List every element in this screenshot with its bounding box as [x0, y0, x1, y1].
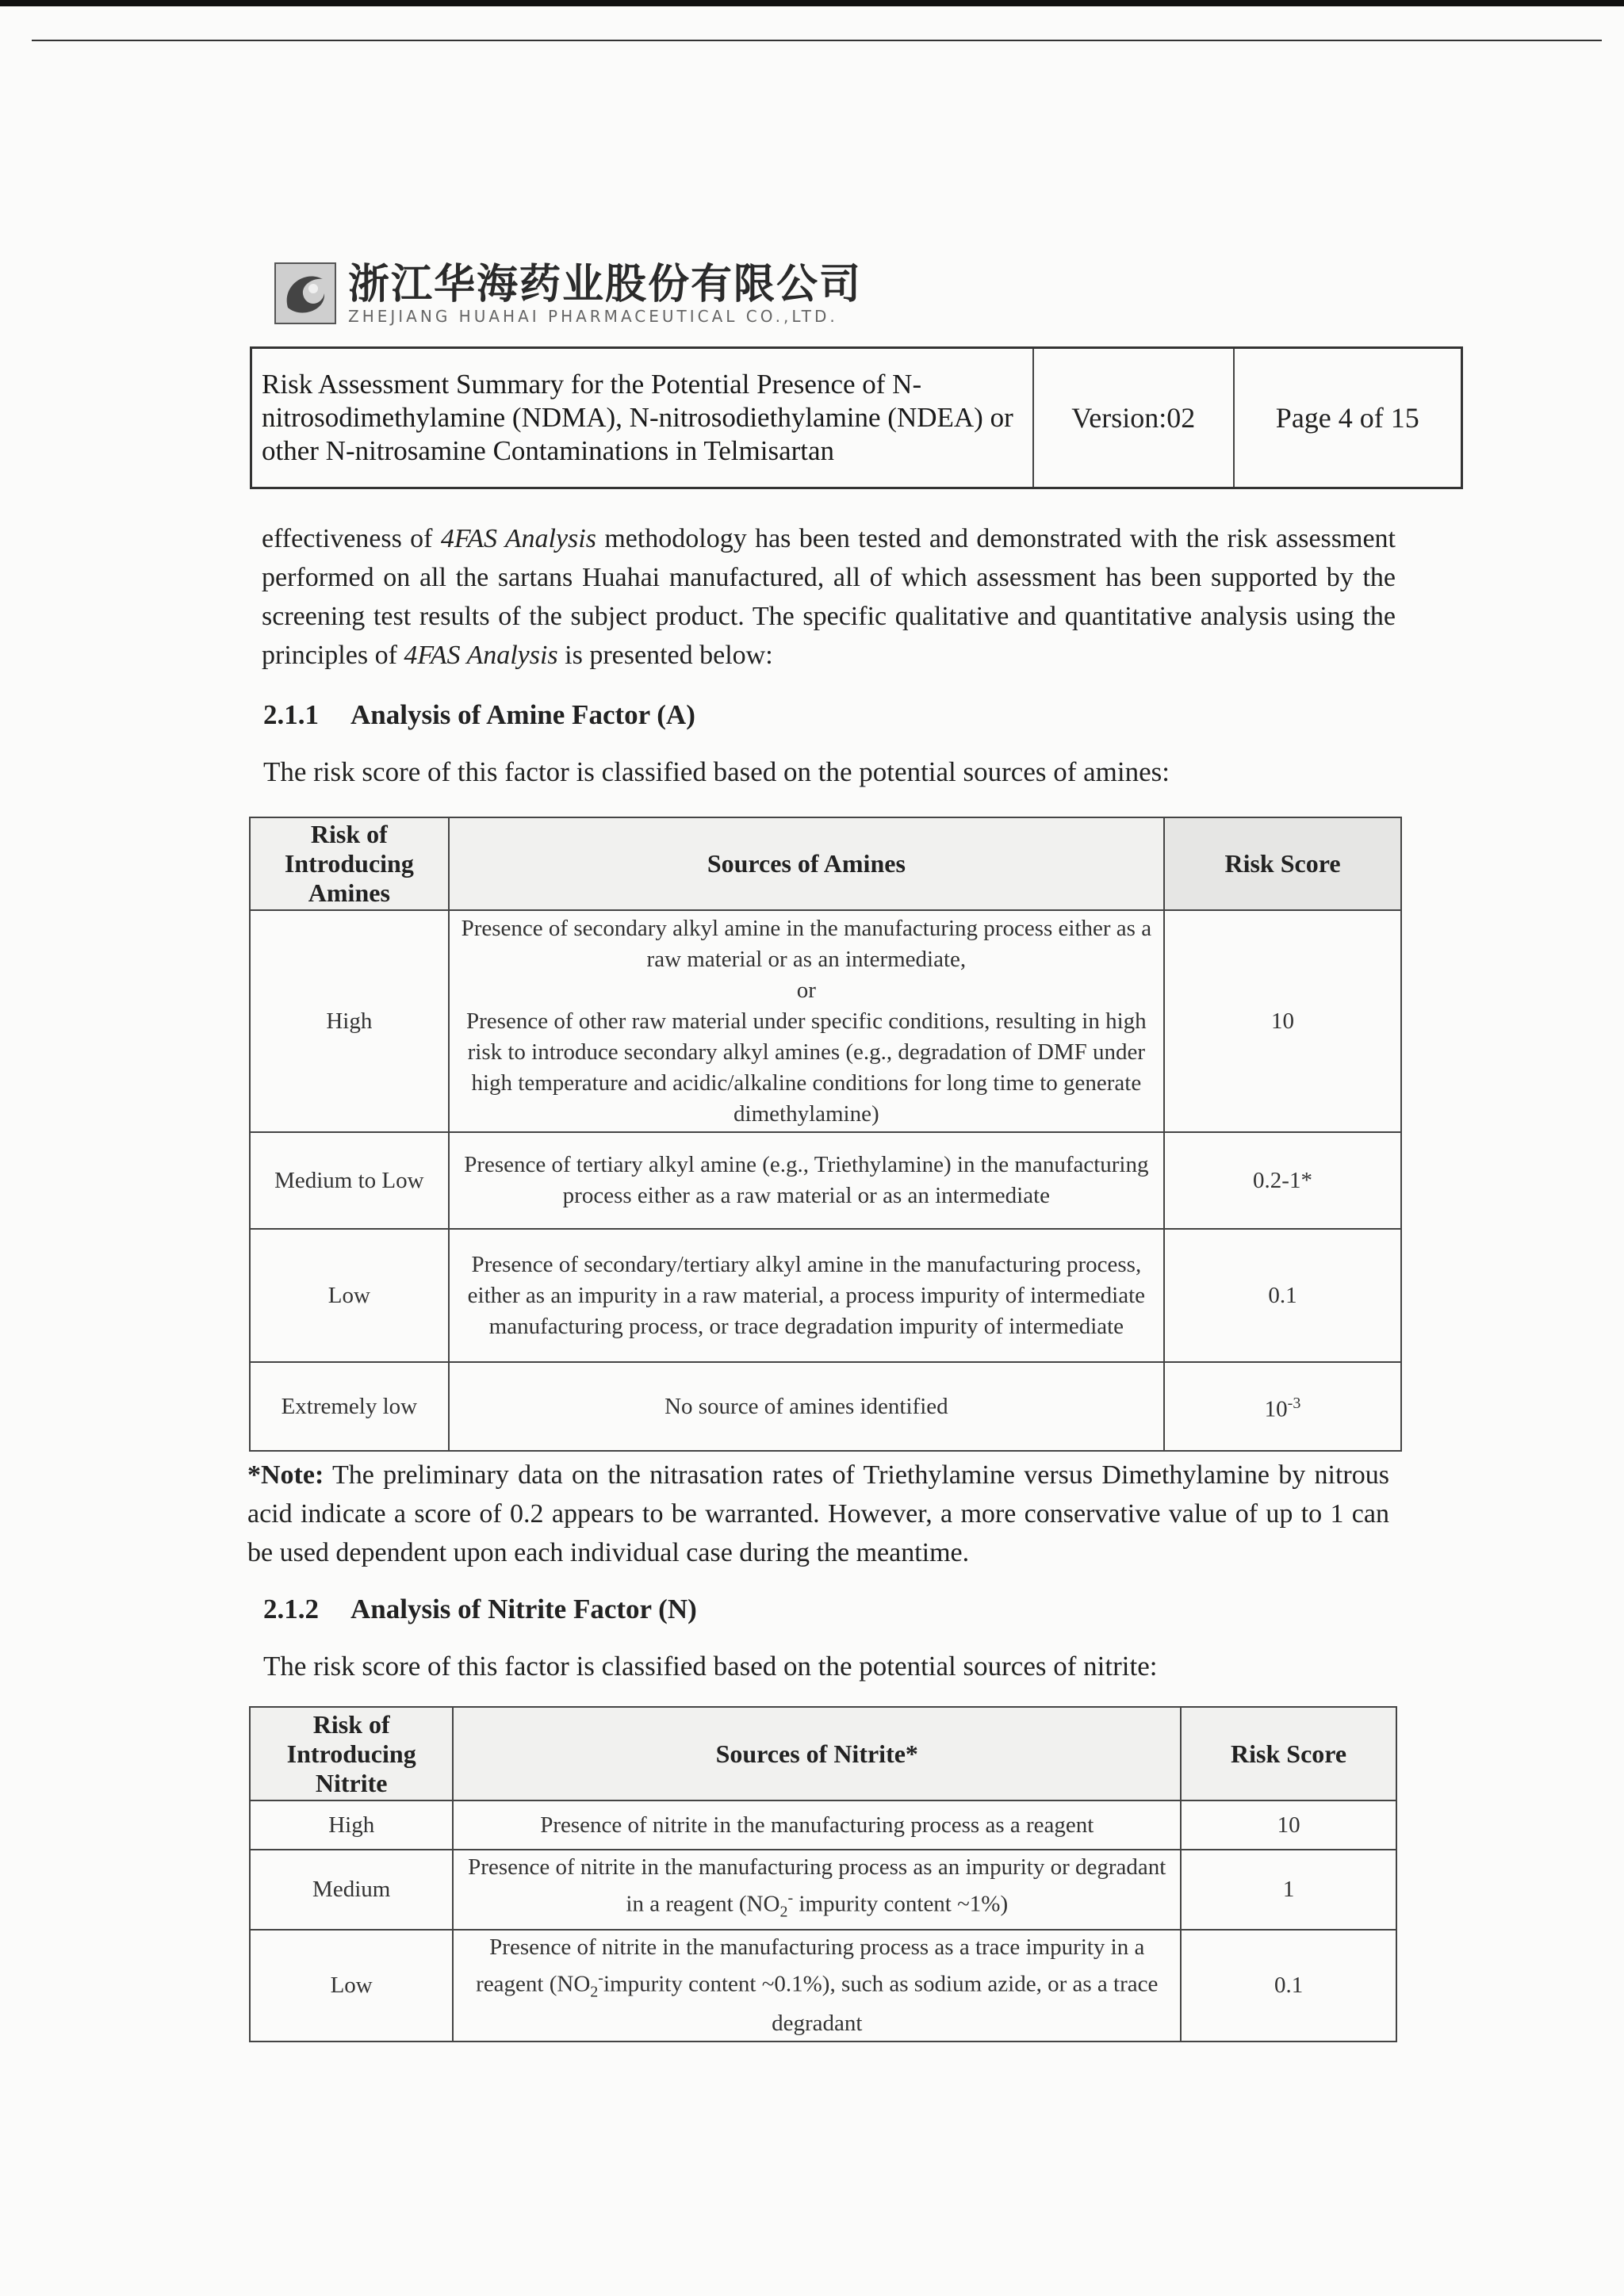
amine-risk-table [249, 817, 1402, 1452]
table-row [250, 1800, 1396, 1850]
table-header-row [250, 817, 1401, 910]
formula-subscript: 2 [590, 1983, 599, 2001]
risk-score: 10 [1164, 910, 1401, 1132]
risk-level: Low [250, 1229, 449, 1362]
page-number: Page 4 of 15 [1234, 348, 1462, 488]
table-row [250, 910, 1401, 1132]
column-header-score: Risk Score [1181, 1707, 1396, 1800]
section-title: Analysis of Nitrite Factor (N) [350, 1594, 697, 1624]
source-description [449, 910, 1164, 1132]
formula-superscript: - [787, 1889, 794, 1907]
nitrite-risk-table [249, 1706, 1397, 2042]
risk-level: Medium to Low [250, 1132, 449, 1229]
risk-level: Medium [250, 1850, 453, 1930]
formula-subscript: 2 [779, 1903, 788, 1921]
company-emblem-icon [274, 262, 337, 325]
intro-text-2: methodology has been tested and demonstrated with the risk assessment performed on all the sartans Huahai manufactured, all of which assessment has been supported by the screening test results of the subject product. The specific qualitative and quantitative analysis using the principles of [262, 524, 1396, 670]
table-row [250, 1132, 1401, 1229]
column-header-risk: Risk of Introducing Nitrite [250, 1707, 453, 1800]
note-label: *Note: [247, 1460, 324, 1490]
document-header-table [250, 346, 1463, 489]
amine-note [247, 1456, 1389, 1572]
table-row [250, 1850, 1396, 1930]
source-description: Presence of nitrite in the manufacturing process as a reagent [453, 1800, 1181, 1850]
source-description: Presence of tertiary alkyl amine (e.g., Triethylamine) in the manufacturing process either as a raw material or as an intermediate [449, 1132, 1164, 1229]
risk-score: 1 [1181, 1850, 1396, 1930]
source-or: or [796, 977, 816, 1003]
section-number: 2.1.1 [263, 699, 319, 730]
source-text: impurity content ~1%) [793, 1891, 1009, 1917]
intro-text-3: is presented below: [557, 641, 773, 670]
section-heading-nitrite [263, 1594, 697, 1625]
risk-level: High [250, 910, 449, 1132]
risk-score: 10 [1181, 1800, 1396, 1850]
section-heading-amine [263, 699, 695, 731]
nitrite-lead-text: The risk score of this factor is classified based on the potential sources of nitrite: [263, 1651, 1158, 1682]
document-version: Version:02 [1033, 348, 1234, 488]
risk-level: Low [250, 1930, 453, 2041]
source-text: Presence of secondary alkyl amine in the manufacturing process either as a raw material or as an intermediate, [461, 915, 1152, 972]
document-title: Risk Assessment Summary for the Potential Presence of N-nitrosodimethylamine (NDMA), N-nitrosodiethylamine (NDEA) or other N-nitrosamine Contaminations in Telmisartan [251, 348, 1034, 488]
column-header-sources: Sources of Amines [449, 817, 1164, 910]
source-text: Presence of other raw material under specific conditions, resulting in high risk to introduce secondary alkyl amines (e.g., degradation of DMF under high temperature and acidic/alkaline conditions for long time to generate dimethylamine) [466, 1008, 1147, 1127]
source-description [453, 1850, 1181, 1930]
table-row [250, 1930, 1396, 2041]
table-row [250, 1362, 1401, 1451]
table-row [250, 1229, 1401, 1362]
company-name-english: ZHEJIANG HUAHAI PHARMACEUTICAL CO.,LTD. [348, 307, 838, 326]
intro-term-1: 4FAS Analysis [440, 524, 596, 553]
intro-paragraph [262, 519, 1396, 675]
intro-text-1: effectiveness of [262, 524, 441, 553]
source-text: Presence of nitrite in the manufacturing process as an impurity or degradant in a reagent (NO [468, 1854, 1166, 1917]
column-header-risk: Risk of Introducing Amines [250, 817, 449, 910]
source-text: Presence of nitrite in the manufacturing process as a trace impurity in a reagent (NO [476, 1934, 1145, 1998]
note-text: The preliminary data on the nitrasation rates of Triethylamine versus Dimethylamine by nitrous acid indicate a score of 0.2 appears to be warranted. However, a more conservative value of up to 1 can be used dependent upon each individual case during the meantime. [247, 1460, 1389, 1567]
score-base: 10 [1264, 1396, 1288, 1422]
score-exponent: -3 [1287, 1394, 1301, 1412]
source-description [453, 1930, 1181, 2041]
company-name-chinese: 浙江华海药业股份有限公司 [348, 261, 863, 308]
column-header-sources: Sources of Nitrite* [453, 1707, 1181, 1800]
section-number: 2.1.2 [263, 1594, 319, 1624]
table-header-row [250, 1707, 1396, 1800]
risk-level: High [250, 1800, 453, 1850]
company-logo [274, 262, 862, 325]
risk-score: 0.2-1* [1164, 1132, 1401, 1229]
source-description: Presence of secondary/tertiary alkyl amine in the manufacturing process, either as an impurity in a raw material, a process impurity of intermediate manufacturing process, or trace degradation impurity of intermediate [449, 1229, 1164, 1362]
risk-level: Extremely low [250, 1362, 449, 1451]
risk-score: 0.1 [1164, 1229, 1401, 1362]
intro-term-2: 4FAS Analysis [404, 641, 558, 670]
source-text: impurity content ~0.1%), such as sodium azide, or as a trace degradant [603, 1972, 1159, 2036]
formula-superscript: - [598, 1969, 603, 1988]
amine-lead-text: The risk score of this factor is classified based on the potential sources of amines: [263, 756, 1170, 787]
column-header-score: Risk Score [1164, 817, 1401, 910]
risk-score [1164, 1362, 1401, 1451]
section-title: Analysis of Amine Factor (A) [350, 699, 695, 730]
source-description: No source of amines identified [449, 1362, 1164, 1451]
risk-score: 0.1 [1181, 1930, 1396, 2041]
